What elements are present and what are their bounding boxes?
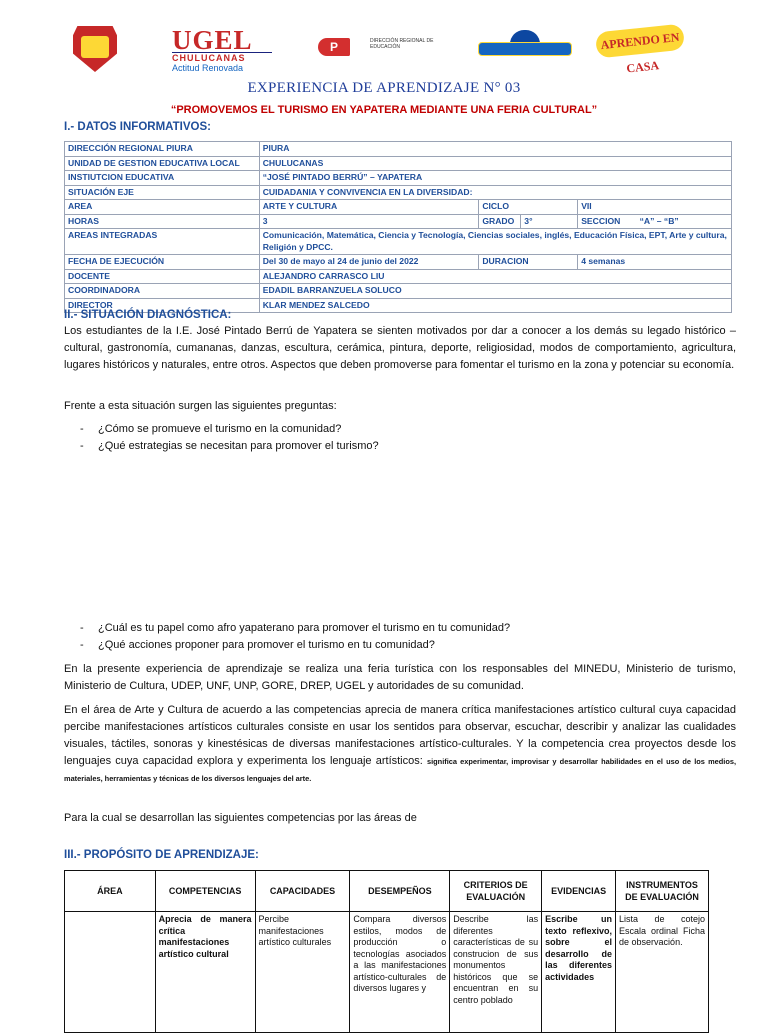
datos-label: COORDINADORA [65,284,260,299]
datos-value: 3° [521,214,578,229]
datos-label: CICLO [479,200,578,215]
cell-capacidades: Percibe manifestaciones artístico culturales [255,912,350,1033]
column-header: DESEMPEÑOS [350,871,450,912]
page-subtitle: “PROMOVEMOS EL TURISMO EN YAPATERA MEDIANTE UNA FERIA CULTURAL” [170,104,598,116]
table-header-row [65,871,709,912]
ugel-logo-sub: CHULUCANAS [172,52,272,63]
drep-logo [318,38,438,58]
datos-value: Comunicación, Matemática, Ciencia y Tecnología, Ciencias sociales, inglés, Educación Física, EPT, Arte y cultura, Religión y DPCC. [259,229,731,255]
datos-value: “JOSÉ PINTADO BERRÚ” – YAPATERA [259,171,731,186]
table-row [65,269,732,284]
list-item: - ¿Qué acciones proponer para promover el turismo en tu comunidad? [80,639,435,651]
column-header: ÁREA [65,871,156,912]
table-row [65,255,732,270]
proposito-table [64,870,709,1033]
school-shield-logo [73,26,117,72]
datos-value: ARTE Y CULTURA [259,200,479,215]
datos-label: AREAS INTEGRADAS [65,229,260,255]
ugel-logo [172,25,272,73]
aprendo-en-casa-logo: APRENDO EN CASA [595,23,685,58]
datos-value: PIURA [259,142,731,157]
datos-label: UNIDAD DE GESTION EDUCATIVA LOCAL [65,156,260,171]
datos-label: DURACION [479,255,578,270]
list-item: - ¿Qué estrategias se necesitan para promover el turismo? [80,440,379,452]
datos-label: HORAS [65,214,260,229]
datos-value: EDADIL BARRANZUELA SOLUCO [259,284,731,299]
datos-value: “A” – “B” [639,215,679,226]
table-row [65,142,732,157]
column-header: EVIDENCIAS [542,871,616,912]
datos-value: 3 [259,214,479,229]
datos-label: FECHA DE EJECUCIÓN [65,255,260,270]
ugel-logo-text: UGEL [172,25,253,55]
cell-instrumentos: Lista de cotejo Escala ordinal Ficha de observación. [616,912,709,1033]
question-text: ¿Cómo se promueve el turismo en la comunidad? [98,423,342,435]
datos-value: 4 semanas [578,255,732,270]
cell-criterios: Describe las diferentes características de su construcion de sus monumentos históricos que se encuentran en su centro poblado [450,912,542,1033]
table-row [65,185,732,200]
datos-label: SITUACIÓN EJE [65,185,260,200]
table-row [65,156,732,171]
paragraph-4-small: significa experimentar, improvisar y desarrollar habilidades en el uso de los medios, materiales, herramientas y técnicas de los diversos lenguajes del arte. [64,757,736,783]
datos-label: AREA [65,200,260,215]
cell-area [65,912,156,1033]
cell-desempenos: Compara diversos estilos, modos de producción o tecnologías asociados a las manifestaciones artístico-culturales de diversos lugares y [350,912,450,1033]
cell-evidencias: Escribe un texto reflexivo, sobre el desarrollo de las diferentes actividades [542,912,616,1033]
table-row [65,214,732,229]
table-row [65,912,709,1033]
table-row [65,200,732,215]
datos-value: VII [578,200,732,215]
table-row [65,229,732,255]
column-header: CAPACIDADES [255,871,350,912]
table-row [65,284,732,299]
diagnostico-paragraph-1: Los estudiantes de la I.E. José Pintado Berrú de Yapatera se sienten motivados por dar a conocer a los demás su legado histórico –cultural, gastronomía, cumananas, danzas, escultura, cerámica, pintura, deporte, religiosidad, modos de comportamiento, agricultura, lugares históricos y naturales, entre otros. Aspectos que deben promoverse para fomentar el turismo en la zona y potenciar su economía. [64,325,736,371]
datos-value [578,214,732,229]
list-item: - ¿Cuál es tu papel como afro yapaterano para promover el turismo en tu comunidad? [80,622,511,634]
question-text: ¿Qué acciones proponer para promover el turismo en tu comunidad? [98,639,435,651]
question-text: ¿Qué estrategias se necesitan para promover el turismo? [98,440,379,452]
list-item: - ¿Cómo se promueve el turismo en la comunidad? [80,423,342,435]
datos-table [64,141,732,313]
diagnostico-paragraph-2: Frente a esta situación surgen las siguientes preguntas: [64,400,337,412]
page-title: EXPERIENCIA DE APRENDIZAJE N° 03 [247,80,521,96]
section-datos-heading: I.- DATOS INFORMATIVOS: [64,121,211,133]
datos-value: CUIDADANIA Y CONVIVENCIA EN LA DIVERSIDAD: [259,185,731,200]
column-header: COMPETENCIAS [155,871,255,912]
paragraph-4-main: En el área de Arte y Cultura de acuerdo a las competencias aprecia de manera crítica manifestaciones artístico cultural cuya capacidad percibe manifestaciones artísticos culturales consiste en usar los sentidos para observar, escuchar, describir y analizar las cualidades visuales, táctiles, sonoras y kinestésicas de diversas manifestaciones artístico-culturales. Y la competencia crea proyectos desde los lenguajes cuya capacidad explora y experimenta los lenguaje artísticos: [64,704,736,767]
datos-label: DOCENTE [65,269,260,284]
datos-label: GRADO [479,214,521,229]
institution-logo [476,30,572,58]
datos-label: DIRECCIÓN REGIONAL PIURA [65,142,260,157]
datos-value: KLAR MENDEZ SALCEDO [259,298,731,313]
datos-label: INSTIUTCION EDUCATIVA [65,171,260,186]
datos-value: ALEJANDRO CARRASCO LIU [259,269,731,284]
drep-logo-text: DIRECCIÓN REGIONAL DE EDUCACIÓN [370,38,434,50]
institution-band-icon [478,42,572,56]
drep-mark-icon: P [318,38,350,56]
question-text: ¿Cuál es tu papel como afro yapaterano para promover el turismo en tu comunidad? [98,622,511,634]
datos-label: SECCION [581,215,621,226]
column-header: INSTRUMENTOS DE EVALUACIÓN [616,871,709,912]
datos-value: CHULUCANAS [259,156,731,171]
section-proposito-heading: III.- PROPÓSITO DE APRENDIZAJE: [64,849,259,861]
datos-label: DIRECTOR [65,298,260,313]
diagnostico-paragraph-5: Para la cual se desarrollan las siguientes competencias por las áreas de [64,812,417,824]
table-row [65,171,732,186]
section-diagnostico-heading: II.- SITUACIÓN DIAGNÓSTICA: [64,309,232,321]
column-header: CRITERIOS DE EVALUACIÓN [450,871,542,912]
datos-value: Del 30 de mayo al 24 de junio del 2022 [259,255,479,270]
diagnostico-paragraph-4 [64,702,736,787]
cell-competencias: Aprecia de manera crítica manifestaciones artístico cultural [155,912,255,1033]
ugel-logo-tag: Actitud Renovada [172,63,244,73]
diagnostico-paragraph-3: En la presente experiencia de aprendizaje se realiza una feria turística con los responsables del MINEDU, Ministerio de turismo, Ministerio de Cultura, UDEP, UNF, UNP, GORE, DREP, UGEL y autoridades de su comunidad. [64,663,736,692]
